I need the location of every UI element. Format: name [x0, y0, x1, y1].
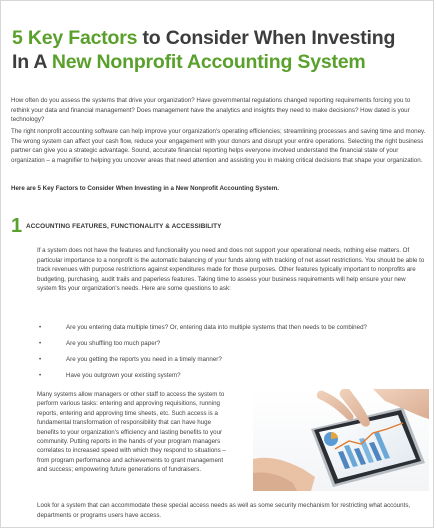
title-highlight-2: New Nonprofit Accounting System: [51, 51, 366, 73]
section-paragraph-3: Look for a system that can accommodate these special access needs as well as some security mechanism for restricting what accounts, departments or programs users have access.: [37, 502, 411, 519]
bullet-marker: •: [39, 371, 42, 379]
bullet-marker: •: [39, 324, 42, 331]
bullet-marker: •: [39, 339, 42, 347]
section-heading: ACCOUNTING FEATURES, FUNCTIONALITY & ACCESSIBILITY: [26, 223, 222, 230]
tablet-photo: [253, 389, 429, 491]
section-paragraph-1: If a system does not have the features and functionality you need and does not support your operational needs, nothing else matters. Of particular importance to a nonprofit is the automatic balancing of your funds along with tracking of net asset restrictions. You should be able to track revenues with purpose restrictions against expenditures made for those purposes. Other features typically important to nonprofits are budgeting, purchasing, audit trails and paperless features. Taking time to assess your business requirements will help ensure your new system fits your organization's needs. Here are some questions to ask:: [37, 247, 425, 293]
section-paragraph-2: Many systems allow managers or other staff to access the system to perform various tasks: entering and approving requisitions, running reports, entering and approving time sheets, etc. Such access is a fundamental transformation of responsibility that can have huge benefits to your organization's efficiency and lasting benefits to your community. Putting reports in the hands of your program managers correlates to increased speed with which they respond to situations – from program performance and achievements to grant management and success; empowering future generations of fundraisers.: [37, 391, 226, 474]
list-item: [39, 355, 419, 365]
list-item-text: Are you shuffling too much paper?: [66, 339, 161, 347]
list-item: [39, 371, 419, 381]
list-item-text: Are you entering data multiple times? Or, entering data into multiple systems that then needs to be combined?: [66, 324, 367, 331]
list-item: [39, 339, 419, 349]
title-highlight: 5 Key Factors: [12, 27, 138, 49]
intro-lead-in: Here are 5 Key Factors to Consider When Investing in a New Nonprofit Accounting System.: [11, 185, 279, 192]
list-item-text: Have you outgrown your existing system?: [66, 371, 181, 379]
question-list: [39, 323, 419, 387]
page-title: [12, 26, 427, 74]
section-number: 1: [11, 215, 23, 237]
title-text-2: In A: [12, 51, 52, 73]
list-item-text: Are you getting the reports you need in a timely manner?: [66, 355, 222, 363]
intro-paragraph-1: How often do you assess the systems that drive your organization? Have governmental regulations changed reporting requirements forcing you to rethink your data and financial management? Does management have the analytics and insights they need to make decisions? How dated is your technology?: [11, 97, 411, 124]
list-item: [39, 323, 419, 333]
intro-paragraph-2: The right nonprofit accounting software can help improve your organization's operating efficiencies; streamlining processes and saving time and money. The wrong system can affect your cash flow, reduce your engagement with your donors and disrupt your entire operations. Selecting the right business partner can give you a strategic advantage. Sound, accurate financial reporting helps everyone involved understand the financial state of your organization – a magnifier to helping you uncover areas that need attention and assisting you in making critical decisions that shape your organization.: [11, 128, 426, 164]
bullet-marker: •: [39, 355, 42, 363]
title-text: to Consider When Investing: [137, 27, 396, 49]
